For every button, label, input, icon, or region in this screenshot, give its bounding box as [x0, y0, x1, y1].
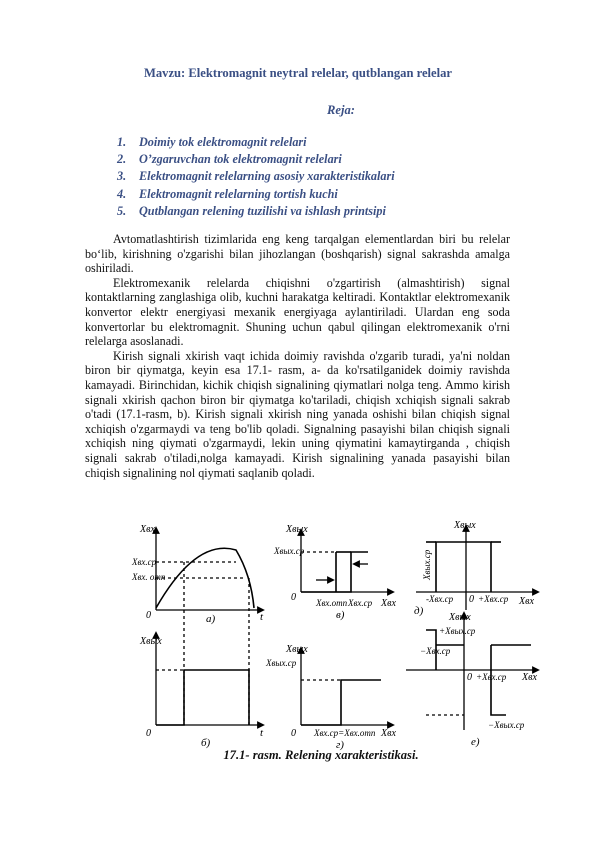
b-t-label: t [260, 727, 264, 739]
v-xcp-label: Xвх.ср [348, 598, 373, 608]
paragraph-2: Elektromexanik relelarda chiqishni o'zgartirish (almashtirish) signal kontaktlarning zanglashiga olib, kuchni harakatga keltiradi. Kontaktlar elektromexanik konvertor elektr energiyasi mexanik energiyaga aylantiriladi. Ulardan eng soda konvertorlar bu elektromagnit. Shuning uchun qabul qilingan elektromexanik o'rni relelarga asoslanadi. [85, 275, 510, 349]
e-tag: е) [471, 736, 480, 748]
panel-g [301, 650, 391, 725]
b-tag: б) [201, 737, 211, 749]
plan-list [117, 134, 395, 220]
figure-caption: 17.1- rasm. Relening xarakteristikasi. [223, 748, 419, 762]
body-text [85, 232, 510, 480]
panel-v [301, 532, 391, 592]
panel-a [156, 530, 261, 725]
plan-item: 3. Elektromagnit relelarning asosiy xarakteristikalari [117, 169, 395, 184]
d-xneg-label: -Xвх.ср [426, 594, 454, 604]
g-tag: г) [336, 739, 344, 751]
panel-b [156, 635, 261, 725]
d-tag: д) [414, 605, 424, 617]
d-zero-label: 0 [469, 594, 474, 605]
a-ycp-label: Xвх.ср [132, 557, 157, 567]
e-x-label: Xвх [522, 672, 537, 683]
b-zero-label: 0 [146, 728, 151, 739]
v-ycp-label: Xвых.ср [274, 546, 305, 556]
plan-heading: Reja: [327, 103, 355, 117]
plan-item: 1. Doimiy tok elektromagnit relelari [117, 135, 307, 149]
v-tag: в) [336, 609, 345, 621]
g-x-label: Xвх [381, 728, 396, 739]
a-t-label: t [260, 611, 264, 623]
plan-item: 5. Qutblangan relening tuzilishi va ishlash printsipi [117, 203, 386, 218]
v-zero-label: 0 [291, 592, 296, 603]
v-y-label: Xвых [286, 524, 308, 535]
a-tag: а) [206, 613, 216, 625]
v-xotp-label: Xвх.отп [316, 598, 348, 608]
g-zero-label: 0 [291, 728, 296, 739]
plan-item: 4. Elektromagnit relelarning tortish kuchi [117, 186, 338, 201]
g-xeq-label: Xвх.ср=Xвх.отп [314, 728, 376, 738]
g-y-label: Xвых [286, 644, 308, 655]
b-y-label: Xвых [140, 636, 162, 647]
a-yotp-label: Xвх. отп [132, 572, 166, 582]
e-xpos-label: +Xвх.ср [476, 672, 507, 682]
paragraph-1: Avtomatlashtirish tizimlarida eng keng tarqalgan elementlardan biri bu relelar bo‘lib, kirishning o'zgarishi bilan jihozlangan (boshqarish) signal sakrashda amalga oshiriladi. [85, 232, 510, 276]
e-yneg-label: −Xвых.ср [488, 720, 525, 730]
d-ycp-label: Xвых.ср [422, 549, 432, 580]
e-zero-label: 0 [467, 672, 472, 683]
g-ycp-label: Xвых.ср [266, 658, 297, 668]
d-x-label: Xвх [519, 596, 534, 607]
v-x-label: Xвх [381, 598, 396, 609]
a-y-label: Xвх [140, 524, 155, 535]
relay-characteristics-figure [132, 520, 556, 751]
e-ypos-label: +Xвых.ср [439, 626, 476, 636]
e-y-label: Xвых [449, 612, 471, 623]
d-xpos-label: +Xвх.ср [478, 594, 509, 604]
d-y-label: Xвых [454, 520, 476, 531]
paragraph-3: Kirish signali xkirish vaqt ichida doimiy ravishda o'zgarib turadi, ya'ni noldan biron bir qiymatga, keyin esa 17.1- rasm, a- da ko'rsatilganidek doimiy ravishda kamayadi. Birinchidan, kichik chiqish signalining qiymatlari nolga teng. Ammo kirish signali xkirish qachon biron bir qiymatga ko'tariladi, chiqish xchiqish signali sakrab o'tadi (17.1-rasm, b). Kirish signali xkirish ning yanada oshishi bilan chiqish signal xchiqish o'zgarmaydi va teng bo'lib qoladi. Signalning pasayishi bilan chiqish signali xchiqish ning qiymati o'zgarmaydi, lekin uning qiymatini kamaytirganda , chiqish signali sakrab o'tiladi,nolga kamayadi. Kirish signalining yanada pasayishi bilan chiqish signalining nol qiymati saqlanib qoladi. [85, 348, 510, 480]
e-xneg-label: −Xвх.ср [420, 646, 451, 656]
plan-item: 2. O’zgaruvchan tok elektromagnit relelari [117, 152, 342, 167]
a-zero-label: 0 [146, 610, 151, 621]
page-title: Mavzu: Elektromagnit neytral relelar, qutblangan relelar [143, 66, 453, 80]
